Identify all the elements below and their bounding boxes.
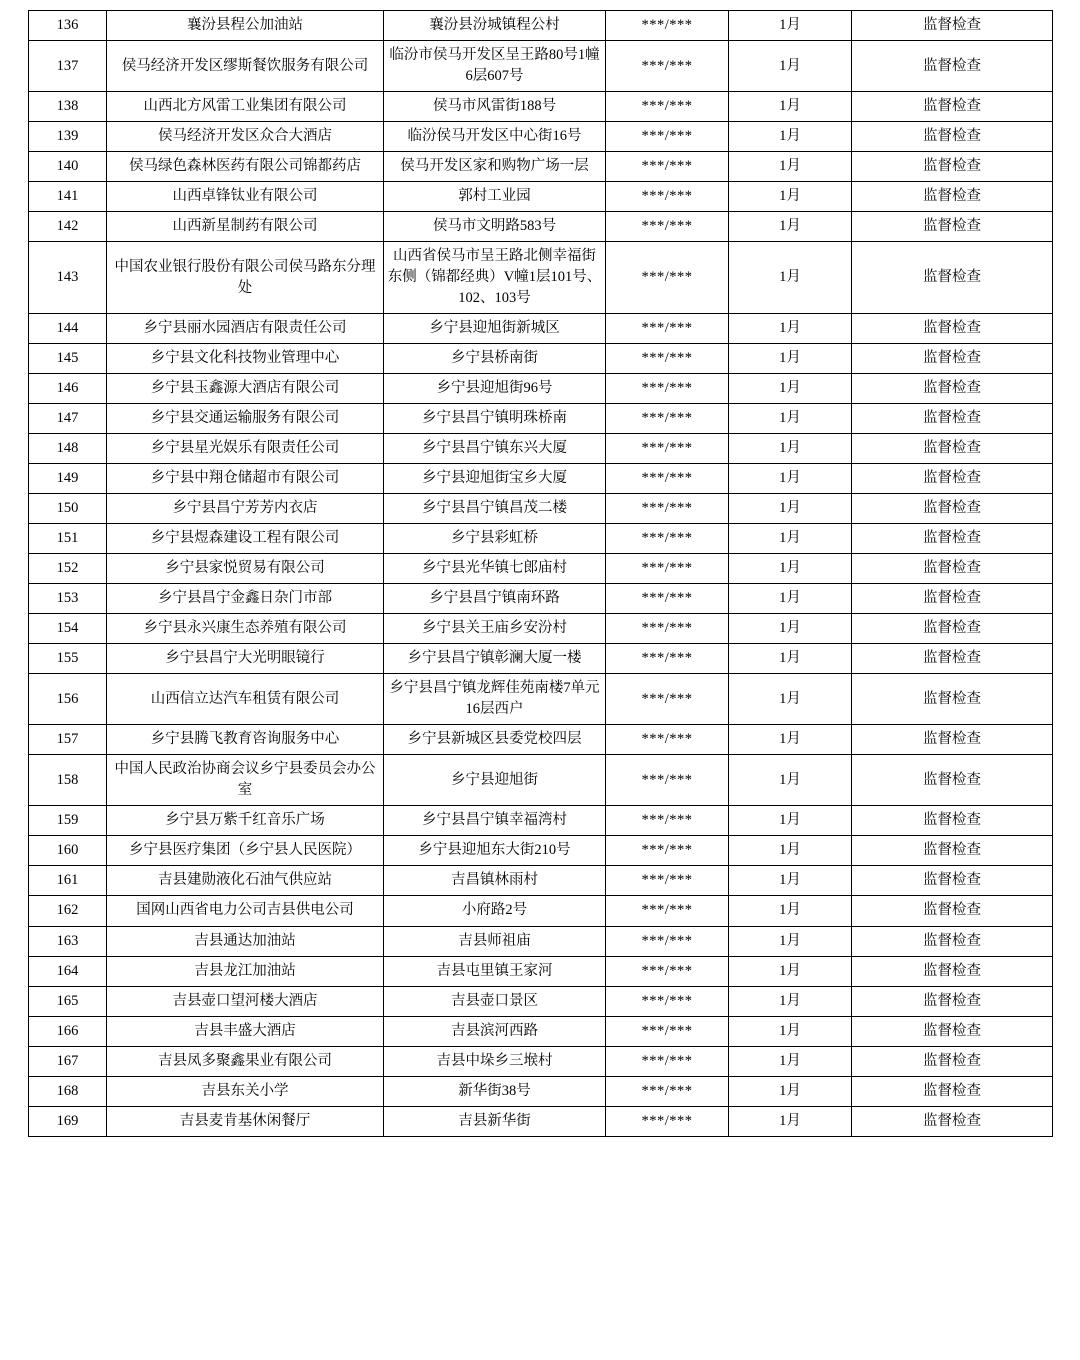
table-cell-month: 1月 (729, 1106, 852, 1136)
table-row (29, 926, 1053, 956)
table-row (29, 122, 1053, 152)
table-cell-code: ***/*** (606, 1016, 729, 1046)
table-cell-code: ***/*** (606, 614, 729, 644)
table-cell-code: ***/*** (606, 1046, 729, 1076)
table-row (29, 866, 1053, 896)
table-cell-code: ***/*** (606, 92, 729, 122)
table-cell-address: 吉县屯里镇王家河 (384, 956, 606, 986)
table-row (29, 986, 1053, 1016)
table-cell-name: 吉县丰盛大酒店 (107, 1016, 384, 1046)
table-cell-code: ***/*** (606, 956, 729, 986)
table-cell-address: 吉县中垛乡三堠村 (384, 1046, 606, 1076)
table-cell-address: 侯马开发区家和购物广场一层 (384, 152, 606, 182)
table-cell-index: 161 (29, 866, 107, 896)
table-cell-index: 151 (29, 524, 107, 554)
table-cell-type: 监督检查 (852, 152, 1053, 182)
table-cell-address: 乡宁县迎旭东大街210号 (384, 836, 606, 866)
table-cell-type: 监督检查 (852, 1076, 1053, 1106)
table-row (29, 464, 1053, 494)
table-row (29, 896, 1053, 926)
table-row (29, 725, 1053, 755)
table-cell-address: 乡宁县新城区县委党校四层 (384, 725, 606, 755)
table-cell-month: 1月 (729, 614, 852, 644)
table-row (29, 404, 1053, 434)
table-cell-type: 监督检查 (852, 836, 1053, 866)
table-cell-address: 乡宁县迎旭街宝乡大厦 (384, 464, 606, 494)
table-cell-month: 1月 (729, 554, 852, 584)
table-cell-type: 监督检查 (852, 584, 1053, 614)
table-cell-code: ***/*** (606, 524, 729, 554)
table-cell-code: ***/*** (606, 41, 729, 92)
table-cell-code: ***/*** (606, 806, 729, 836)
table-cell-index: 143 (29, 242, 107, 314)
table-cell-type: 监督检查 (852, 182, 1053, 212)
table-cell-name: 乡宁县昌宁芳芳内衣店 (107, 494, 384, 524)
table-row (29, 242, 1053, 314)
table-row (29, 152, 1053, 182)
table-cell-type: 监督检查 (852, 755, 1053, 806)
table-cell-name: 中国农业银行股份有限公司侯马路东分理处 (107, 242, 384, 314)
table-cell-month: 1月 (729, 11, 852, 41)
table-cell-address: 乡宁县昌宁镇彰澜大厦一楼 (384, 644, 606, 674)
table-cell-address: 侯马市文明路583号 (384, 212, 606, 242)
table-cell-index: 169 (29, 1106, 107, 1136)
table-cell-month: 1月 (729, 755, 852, 806)
table-cell-name: 吉县东关小学 (107, 1076, 384, 1106)
table-cell-index: 163 (29, 926, 107, 956)
table-cell-type: 监督检查 (852, 1016, 1053, 1046)
table-cell-index: 157 (29, 725, 107, 755)
table-cell-type: 监督检查 (852, 524, 1053, 554)
table-cell-month: 1月 (729, 644, 852, 674)
table-cell-address: 乡宁县昌宁镇明珠桥南 (384, 404, 606, 434)
table-cell-name: 乡宁县永兴康生态养殖有限公司 (107, 614, 384, 644)
table-cell-month: 1月 (729, 344, 852, 374)
table-cell-index: 166 (29, 1016, 107, 1046)
table-cell-index: 150 (29, 494, 107, 524)
table-cell-code: ***/*** (606, 584, 729, 614)
table-cell-type: 监督检查 (852, 725, 1053, 755)
table-cell-address: 临汾市侯马开发区呈王路80号1幢6层607号 (384, 41, 606, 92)
table-row (29, 836, 1053, 866)
table-cell-code: ***/*** (606, 755, 729, 806)
table-row (29, 344, 1053, 374)
table-cell-index: 149 (29, 464, 107, 494)
table-cell-type: 监督检查 (852, 1046, 1053, 1076)
table-cell-month: 1月 (729, 725, 852, 755)
table-cell-month: 1月 (729, 986, 852, 1016)
table-cell-address: 乡宁县光华镇七郎庙村 (384, 554, 606, 584)
table-cell-name: 吉县麦肯基休闲餐厅 (107, 1106, 384, 1136)
table-cell-type: 监督检查 (852, 674, 1053, 725)
table-cell-type: 监督检查 (852, 956, 1053, 986)
table-cell-type: 监督检查 (852, 1106, 1053, 1136)
table-cell-month: 1月 (729, 836, 852, 866)
table-cell-name: 吉县建勋液化石油气供应站 (107, 866, 384, 896)
table-cell-index: 138 (29, 92, 107, 122)
table-cell-type: 监督检查 (852, 41, 1053, 92)
table-cell-index: 141 (29, 182, 107, 212)
table-cell-address: 吉县新华街 (384, 1106, 606, 1136)
table-cell-code: ***/*** (606, 11, 729, 41)
table-cell-name: 襄汾县程公加油站 (107, 11, 384, 41)
table-row (29, 434, 1053, 464)
table-cell-code: ***/*** (606, 182, 729, 212)
table-cell-month: 1月 (729, 182, 852, 212)
table-cell-month: 1月 (729, 494, 852, 524)
table-cell-name: 乡宁县万紫千红音乐广场 (107, 806, 384, 836)
table-row (29, 584, 1053, 614)
table-cell-code: ***/*** (606, 644, 729, 674)
table-cell-index: 154 (29, 614, 107, 644)
table-cell-code: ***/*** (606, 1106, 729, 1136)
table-cell-name: 乡宁县文化科技物业管理中心 (107, 344, 384, 374)
table-cell-index: 162 (29, 896, 107, 926)
table-cell-code: ***/*** (606, 152, 729, 182)
table-cell-name: 山西新星制药有限公司 (107, 212, 384, 242)
table-cell-index: 137 (29, 41, 107, 92)
table-cell-address: 小府路2号 (384, 896, 606, 926)
table-cell-name: 乡宁县腾飞教育咨询服务中心 (107, 725, 384, 755)
table-cell-index: 140 (29, 152, 107, 182)
table-cell-name: 侯马经济开发区缪斯餐饮服务有限公司 (107, 41, 384, 92)
table-cell-month: 1月 (729, 524, 852, 554)
table-cell-name: 乡宁县家悦贸易有限公司 (107, 554, 384, 584)
table-cell-month: 1月 (729, 1046, 852, 1076)
table-cell-address: 吉县壶口景区 (384, 986, 606, 1016)
table-cell-type: 监督检查 (852, 986, 1053, 1016)
table-cell-name: 乡宁县煜森建设工程有限公司 (107, 524, 384, 554)
table-cell-month: 1月 (729, 374, 852, 404)
table-cell-index: 142 (29, 212, 107, 242)
table-cell-type: 监督检查 (852, 554, 1053, 584)
table-row (29, 494, 1053, 524)
table-cell-name: 乡宁县医疗集团（乡宁县人民医院） (107, 836, 384, 866)
table-cell-name: 中国人民政治协商会议乡宁县委员会办公室 (107, 755, 384, 806)
table-cell-name: 乡宁县交通运输服务有限公司 (107, 404, 384, 434)
table-cell-month: 1月 (729, 956, 852, 986)
table-cell-code: ***/*** (606, 554, 729, 584)
table-cell-month: 1月 (729, 122, 852, 152)
table-cell-code: ***/*** (606, 374, 729, 404)
table-cell-name: 乡宁县丽水园酒店有限责任公司 (107, 314, 384, 344)
table-body (29, 11, 1053, 1137)
table-row (29, 212, 1053, 242)
table-cell-type: 监督检查 (852, 374, 1053, 404)
table-cell-address: 乡宁县昌宁镇东兴大厦 (384, 434, 606, 464)
table-cell-code: ***/*** (606, 836, 729, 866)
table-cell-month: 1月 (729, 896, 852, 926)
table-cell-code: ***/*** (606, 404, 729, 434)
table-row (29, 956, 1053, 986)
table-cell-type: 监督检查 (852, 212, 1053, 242)
table-cell-index: 153 (29, 584, 107, 614)
table-row (29, 554, 1053, 584)
table-cell-month: 1月 (729, 404, 852, 434)
table-row (29, 614, 1053, 644)
table-cell-type: 监督检查 (852, 644, 1053, 674)
table-cell-name: 吉县壶口望河楼大酒店 (107, 986, 384, 1016)
table-cell-address: 乡宁县彩虹桥 (384, 524, 606, 554)
table-cell-index: 164 (29, 956, 107, 986)
table-cell-name: 山西北方风雷工业集团有限公司 (107, 92, 384, 122)
table-cell-type: 监督检查 (852, 11, 1053, 41)
table-row (29, 524, 1053, 554)
table-cell-name: 吉县凤多聚鑫果业有限公司 (107, 1046, 384, 1076)
table-cell-code: ***/*** (606, 434, 729, 464)
table-cell-month: 1月 (729, 926, 852, 956)
table-cell-code: ***/*** (606, 926, 729, 956)
table-cell-address: 侯马市风雷街188号 (384, 92, 606, 122)
table-cell-month: 1月 (729, 584, 852, 614)
table-cell-index: 160 (29, 836, 107, 866)
table-cell-index: 156 (29, 674, 107, 725)
table-cell-name: 侯马绿色森林医药有限公司锦都药店 (107, 152, 384, 182)
table-cell-type: 监督检查 (852, 242, 1053, 314)
table-cell-name: 吉县龙江加油站 (107, 956, 384, 986)
table-cell-code: ***/*** (606, 242, 729, 314)
table-cell-month: 1月 (729, 674, 852, 725)
table-cell-index: 159 (29, 806, 107, 836)
table-cell-address: 乡宁县昌宁镇昌茂二楼 (384, 494, 606, 524)
table-cell-type: 监督检查 (852, 344, 1053, 374)
table-cell-index: 145 (29, 344, 107, 374)
table-cell-code: ***/*** (606, 464, 729, 494)
table-cell-index: 148 (29, 434, 107, 464)
table-cell-code: ***/*** (606, 986, 729, 1016)
table-cell-code: ***/*** (606, 344, 729, 374)
table-cell-address: 乡宁县迎旭街新城区 (384, 314, 606, 344)
table-cell-month: 1月 (729, 1076, 852, 1106)
table-cell-name: 乡宁县中翔仓储超市有限公司 (107, 464, 384, 494)
table-cell-index: 152 (29, 554, 107, 584)
table-cell-index: 155 (29, 644, 107, 674)
table-cell-code: ***/*** (606, 494, 729, 524)
table-cell-address: 吉县师祖庙 (384, 926, 606, 956)
table-cell-address: 山西省侯马市呈王路北侧幸福街东侧（锦都经典）V幢1层101号、102、103号 (384, 242, 606, 314)
table-cell-code: ***/*** (606, 1076, 729, 1106)
table-cell-type: 监督检查 (852, 314, 1053, 344)
table-cell-address: 乡宁县昌宁镇南环路 (384, 584, 606, 614)
table-row (29, 314, 1053, 344)
table-cell-name: 乡宁县星光娱乐有限责任公司 (107, 434, 384, 464)
table-cell-code: ***/*** (606, 866, 729, 896)
table-cell-month: 1月 (729, 464, 852, 494)
table-cell-type: 监督检查 (852, 464, 1053, 494)
table-cell-index: 136 (29, 11, 107, 41)
table-cell-name: 吉县通达加油站 (107, 926, 384, 956)
table-cell-month: 1月 (729, 866, 852, 896)
table-cell-type: 监督检查 (852, 806, 1053, 836)
table-cell-address: 乡宁县桥南街 (384, 344, 606, 374)
table-cell-address: 乡宁县昌宁镇龙辉佳苑南楼7单元16层西户 (384, 674, 606, 725)
table-cell-type: 监督检查 (852, 92, 1053, 122)
table-cell-month: 1月 (729, 1016, 852, 1046)
table-cell-address: 郭村工业园 (384, 182, 606, 212)
table-row (29, 1046, 1053, 1076)
table-cell-index: 158 (29, 755, 107, 806)
table-cell-index: 165 (29, 986, 107, 1016)
table-cell-code: ***/*** (606, 674, 729, 725)
table-cell-name: 山西卓锋钛业有限公司 (107, 182, 384, 212)
table-cell-month: 1月 (729, 92, 852, 122)
table-cell-type: 监督检查 (852, 896, 1053, 926)
table-cell-month: 1月 (729, 242, 852, 314)
table-row (29, 11, 1053, 41)
table-row (29, 644, 1053, 674)
table-cell-type: 监督检查 (852, 494, 1053, 524)
table-cell-month: 1月 (729, 152, 852, 182)
table-cell-month: 1月 (729, 212, 852, 242)
table-cell-month: 1月 (729, 41, 852, 92)
table-cell-index: 167 (29, 1046, 107, 1076)
table-row (29, 41, 1053, 92)
table-cell-address: 襄汾县汾城镇程公村 (384, 11, 606, 41)
table-cell-month: 1月 (729, 806, 852, 836)
table-cell-code: ***/*** (606, 314, 729, 344)
table-row (29, 1106, 1053, 1136)
table-cell-address: 吉县滨河西路 (384, 1016, 606, 1046)
table-cell-type: 监督检查 (852, 866, 1053, 896)
table-cell-address: 乡宁县迎旭街96号 (384, 374, 606, 404)
table-cell-name: 乡宁县玉鑫源大酒店有限公司 (107, 374, 384, 404)
inspection-records-table (28, 10, 1053, 1137)
table-row (29, 1016, 1053, 1046)
table-cell-type: 监督检查 (852, 614, 1053, 644)
table-cell-address: 新华街38号 (384, 1076, 606, 1106)
table-cell-address: 吉昌镇林雨村 (384, 866, 606, 896)
table-cell-address: 乡宁县迎旭街 (384, 755, 606, 806)
table-row (29, 374, 1053, 404)
table-cell-type: 监督检查 (852, 404, 1053, 434)
table-cell-code: ***/*** (606, 212, 729, 242)
table-cell-index: 144 (29, 314, 107, 344)
table-row (29, 806, 1053, 836)
table-row (29, 92, 1053, 122)
table-cell-name: 侯马经济开发区众合大酒店 (107, 122, 384, 152)
table-cell-name: 国网山西省电力公司吉县供电公司 (107, 896, 384, 926)
table-cell-code: ***/*** (606, 896, 729, 926)
table-cell-name: 乡宁县昌宁大光明眼镜行 (107, 644, 384, 674)
table-cell-name: 乡宁县昌宁金鑫日杂门市部 (107, 584, 384, 614)
table-cell-code: ***/*** (606, 122, 729, 152)
table-cell-month: 1月 (729, 314, 852, 344)
table-cell-address: 乡宁县关王庙乡安汾村 (384, 614, 606, 644)
table-cell-name: 山西信立达汽车租赁有限公司 (107, 674, 384, 725)
table-cell-index: 139 (29, 122, 107, 152)
table-cell-address: 乡宁县昌宁镇幸福湾村 (384, 806, 606, 836)
table-row (29, 1076, 1053, 1106)
table-row (29, 755, 1053, 806)
table-row (29, 182, 1053, 212)
table-row (29, 674, 1053, 725)
table-cell-index: 146 (29, 374, 107, 404)
table-cell-address: 临汾侯马开发区中心街16号 (384, 122, 606, 152)
table-cell-code: ***/*** (606, 725, 729, 755)
table-cell-type: 监督检查 (852, 926, 1053, 956)
table-cell-index: 147 (29, 404, 107, 434)
table-cell-type: 监督检查 (852, 122, 1053, 152)
table-cell-type: 监督检查 (852, 434, 1053, 464)
table-cell-month: 1月 (729, 434, 852, 464)
table-cell-index: 168 (29, 1076, 107, 1106)
